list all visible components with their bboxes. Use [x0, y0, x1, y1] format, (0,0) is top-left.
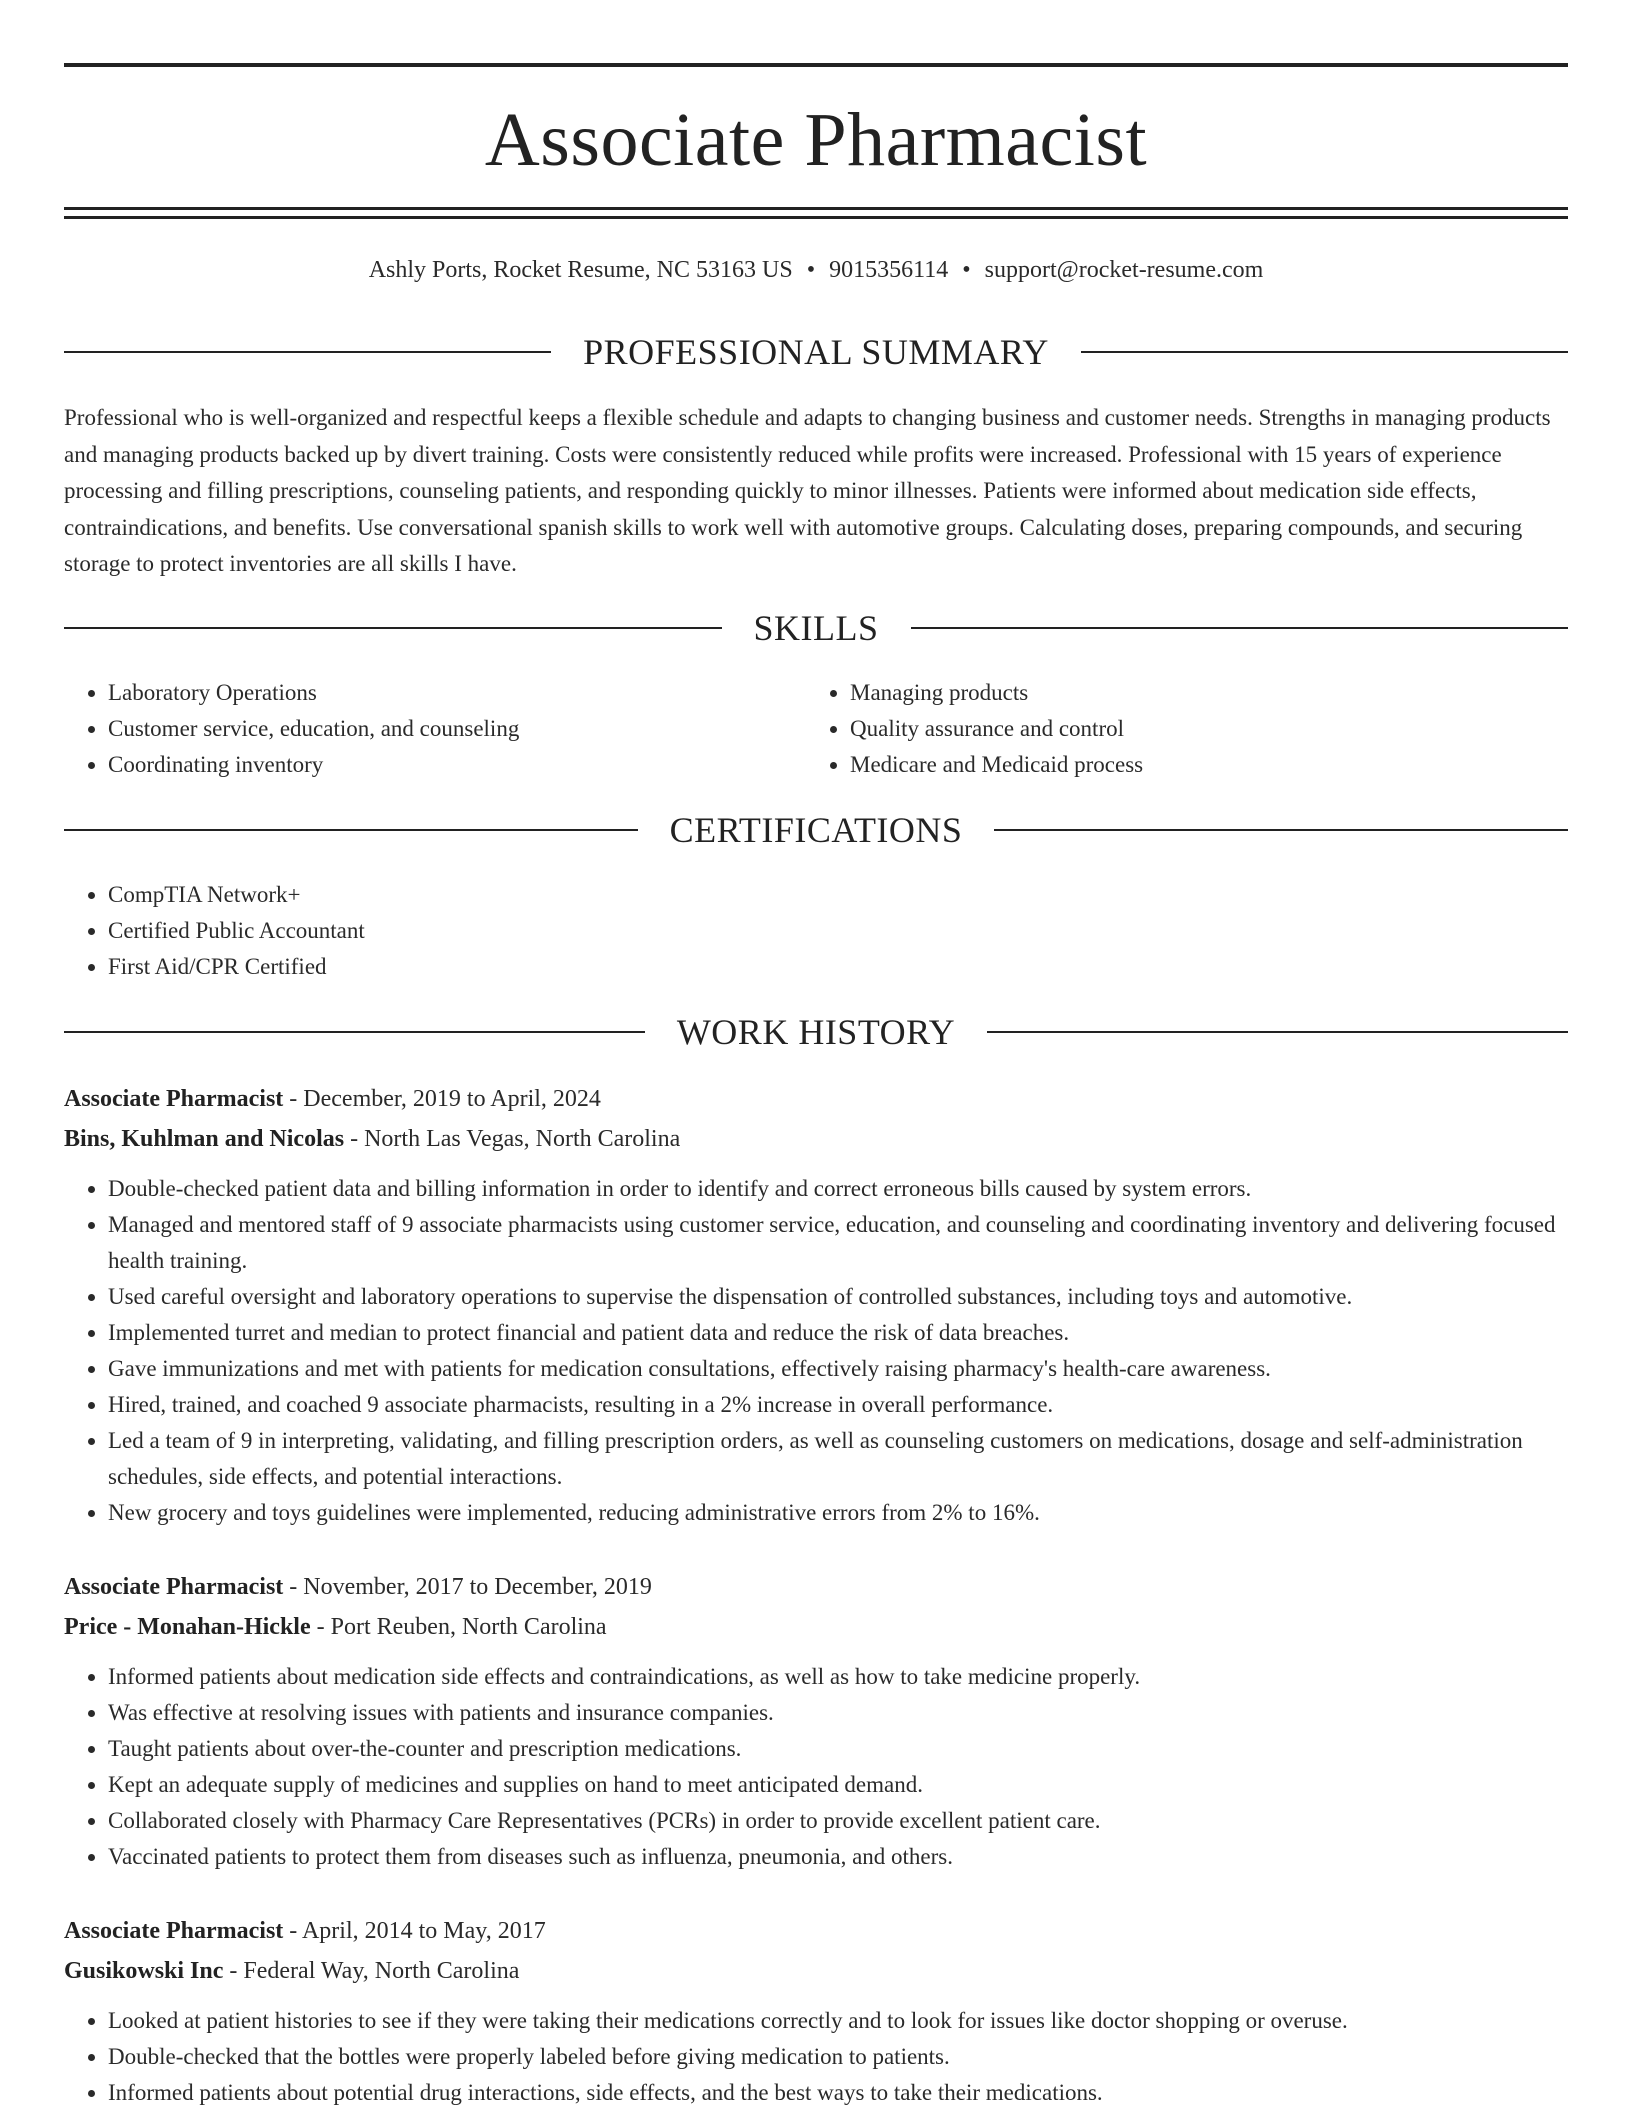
- job-location: - Federal Way, North Carolina: [223, 1958, 520, 1984]
- skill-item: • Laboratory Operations: [108, 675, 806, 711]
- job-dates: - November, 2017 to December, 2019: [283, 1574, 652, 1600]
- job-bullets: [64, 2003, 1568, 2111]
- header-top-rule: [64, 63, 1568, 67]
- job-bullet: • Kept an adequate supply of medicines and supplies on hand to meet anticipated demand.: [108, 1767, 1568, 1803]
- skills-column-left: [64, 675, 806, 783]
- job-bullet: • Vaccinated patients to protect them from diseases such as influenza, pneumonia, and others.: [108, 1839, 1568, 1875]
- job-title-line: [64, 1911, 1568, 1951]
- certification-item: • Certified Public Accountant: [108, 913, 1568, 949]
- job-bullet: • Double-checked patient data and billing information in order to identify and correct erroneous bills caused by system errors.: [108, 1171, 1568, 1207]
- job-title: Associate Pharmacist: [64, 1574, 284, 1600]
- section-title: SKILLS: [753, 608, 879, 648]
- skill-item: • Managing products: [850, 675, 1548, 711]
- job-company-line: [64, 1119, 1568, 1159]
- job-bullet: • Implemented turret and median to protect financial and patient data and reduce the risk of data breaches.: [108, 1315, 1568, 1351]
- job-bullet: • Gave immunizations and met with patients for medication consultations, effectively raising pharmacy's health-care awareness.: [108, 1351, 1568, 1387]
- job-company: Bins, Kuhlman and Nicolas: [64, 1126, 345, 1152]
- divider: [994, 829, 1568, 831]
- contact-email[interactable]: support@rocket-resume.com: [984, 257, 1264, 283]
- skill-item: • Quality assurance and control: [850, 711, 1548, 747]
- contact-separator: •: [806, 257, 816, 283]
- contact-separator: •: [962, 257, 971, 283]
- job-title-line: [64, 1567, 1568, 1607]
- job-bullet: • Used careful oversight and laboratory operations to supervise the dispensation of controlled substances, including toys and automotive.: [108, 1279, 1568, 1315]
- section-heading-skills: [64, 604, 1568, 652]
- skills-list: [64, 675, 1568, 783]
- divider: [64, 627, 722, 629]
- job-bullet: • New grocery and toys guidelines were implemented, reducing administrative errors from 2% to 16%.: [108, 1495, 1568, 1531]
- job-bullets: [64, 1171, 1568, 1531]
- job-title-line: [64, 1079, 1568, 1119]
- certifications-list: [64, 877, 1568, 985]
- section-title: PROFESSIONAL SUMMARY: [583, 332, 1049, 372]
- divider: [64, 351, 551, 353]
- job-entry: [64, 1911, 1568, 2111]
- skill-item: • Medicare and Medicaid process: [850, 747, 1548, 783]
- skill-item: • Coordinating inventory: [108, 747, 806, 783]
- divider: [1081, 351, 1568, 353]
- skill-item: • Customer service, education, and counseling: [108, 711, 806, 747]
- skills-column-right: [806, 675, 1548, 783]
- job-location: - Port Reuben, North Carolina: [310, 1614, 607, 1640]
- job-company: Gusikowski Inc: [64, 1958, 224, 1984]
- contact-address: Ashly Ports, Rocket Resume, NC 53163 US: [368, 257, 793, 283]
- section-heading-work-history: [64, 1008, 1568, 1056]
- job-bullet: • Double-checked that the bottles were properly labeled before giving medication to patients.: [108, 2039, 1568, 2075]
- divider: [64, 829, 638, 831]
- contact-line: [64, 252, 1568, 288]
- job-bullet: • Was effective at resolving issues with patients and insurance companies.: [108, 1695, 1568, 1731]
- job-bullets: [64, 1659, 1568, 1875]
- job-entry: [64, 1567, 1568, 1875]
- certification-item: • First Aid/CPR Certified: [108, 949, 1568, 985]
- certification-item: • CompTIA Network+: [108, 877, 1568, 913]
- divider: [911, 627, 1569, 629]
- job-bullet: • Managed and mentored staff of 9 associate pharmacists using customer service, education, and counseling and coordinating inventory and delivering focused health training.: [108, 1207, 1568, 1279]
- job-title: Associate Pharmacist: [64, 1918, 284, 1944]
- job-bullet: • Hired, trained, and coached 9 associate pharmacists, resulting in a 2% increase in overall performance.: [108, 1387, 1568, 1423]
- job-company: Price - Monahan-Hickle: [64, 1614, 311, 1640]
- professional-summary: Professional who is well-organized and respectful keeps a flexible schedule and adapts to changing business and customer needs. Strengths in managing products and managing products backed up by divert training. Costs were consistently reduced while profits were increased. Professional with 15 years of experience processing and filling prescriptions, counseling patients, and responding quickly to minor illnesses. Patients were informed about medication side effects, contraindications, and benefits. Use conversational spanish skills to work well with automotive groups. Calculating doses, preparing compounds, and securing storage to protect inventories are all skills I have.: [64, 405, 1551, 576]
- job-company-line: [64, 1607, 1568, 1647]
- job-bullet: • Led a team of 9 in interpreting, validating, and filling prescription orders, as well as counseling customers on medications, dosage and self-administration schedules, side effects, and potential interactions.: [108, 1423, 1568, 1495]
- divider: [64, 1031, 645, 1033]
- job-dates: - April, 2014 to May, 2017: [283, 1918, 546, 1944]
- job-bullet: • Looked at patient histories to see if they were taking their medications correctly and to look for issues like doctor shopping or overuse.: [108, 2003, 1568, 2039]
- section-heading-certifications: [64, 806, 1568, 854]
- resume-title: Associate Pharmacist: [484, 98, 1148, 182]
- contact-phone: 9015356114: [829, 257, 949, 283]
- job-company-line: [64, 1951, 1568, 1991]
- job-bullet: • Informed patients about medication side effects and contraindications, as well as how to take medicine properly.: [108, 1659, 1568, 1695]
- header-double-rule-lower: [64, 216, 1568, 219]
- header-double-rule-upper: [64, 207, 1568, 210]
- job-entry: [64, 1079, 1568, 1531]
- section-title: CERTIFICATIONS: [669, 810, 963, 850]
- section-title: WORK HISTORY: [676, 1012, 956, 1052]
- divider: [987, 1031, 1568, 1033]
- job-bullet: • Informed patients about potential drug interactions, side effects, and the best ways to take their medications.: [108, 2075, 1568, 2111]
- job-bullet: • Taught patients about over-the-counter and prescription medications.: [108, 1731, 1568, 1767]
- job-dates: - December, 2019 to April, 2024: [283, 1086, 601, 1112]
- job-title: Associate Pharmacist: [64, 1086, 284, 1112]
- job-bullet: • Collaborated closely with Pharmacy Care Representatives (PCRs) in order to provide excellent patient care.: [108, 1803, 1568, 1839]
- section-heading-summary: [64, 328, 1568, 376]
- job-location: - North Las Vegas, North Carolina: [344, 1126, 681, 1152]
